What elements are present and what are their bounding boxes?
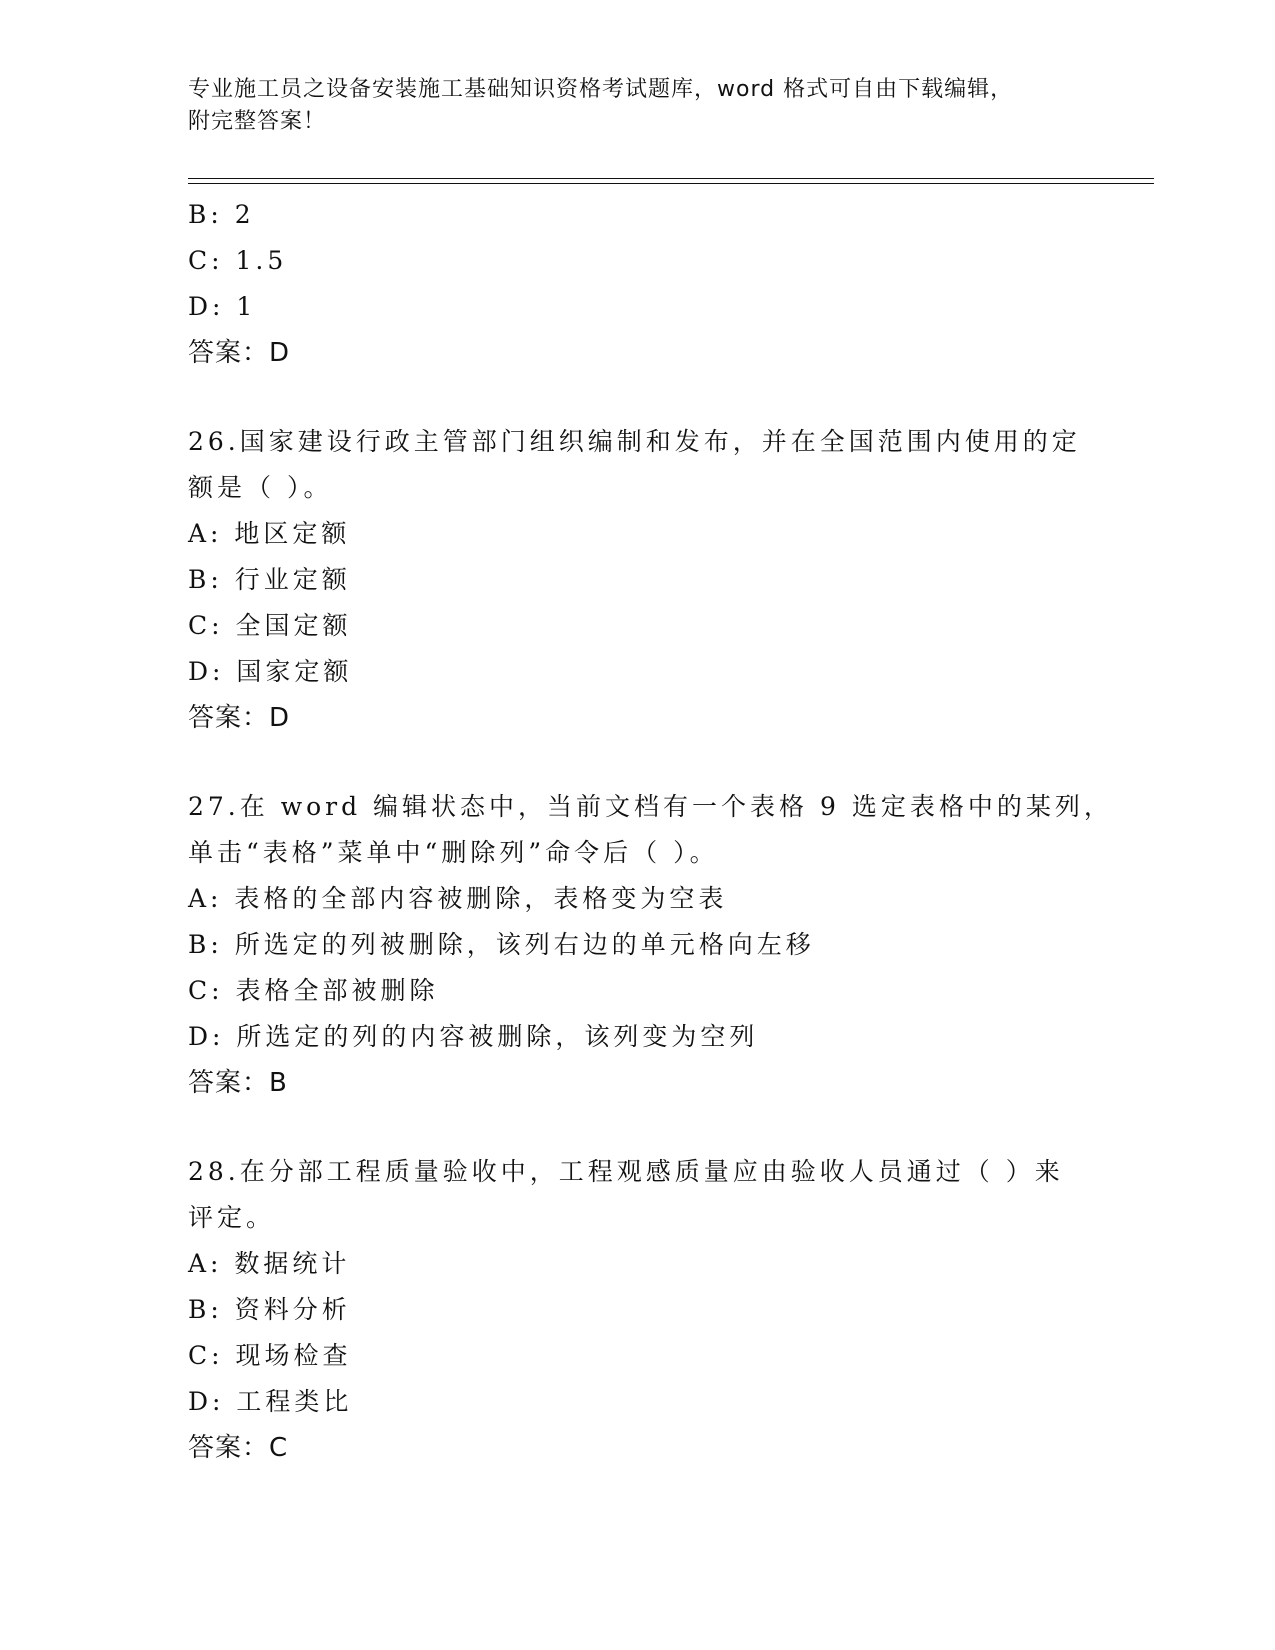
header-divider-bottom (188, 183, 1154, 184)
spacer (188, 741, 1088, 784)
question-stem-line-2: 额是（ ）。 (188, 473, 333, 502)
question-stem-line-2: 评定。 (188, 1203, 276, 1232)
question-stem-line-1: 27.在 word 编辑状态中，当前文档有一个表格 9 选定表格中的某列， (188, 792, 1113, 821)
question-block-27 (188, 784, 1113, 1106)
answer-line: 答案：D (188, 703, 291, 733)
header-title-line-1: 专业施工员之设备安装施工基础知识资格考试题库，word 格式可自由下载编辑， (188, 77, 1014, 102)
option-b: B: 资料分析 (188, 1295, 351, 1324)
option-b: B: 行业定额 (188, 565, 351, 594)
question-block-28 (188, 1149, 1088, 1471)
header-title-line-2: 附完整答案！ (188, 109, 327, 134)
option-d: D: 1 (188, 292, 257, 321)
spacer (188, 1106, 1088, 1149)
question-list (188, 192, 1113, 1471)
answer-line: 答案：C (188, 1433, 289, 1463)
option-d: D: 国家定额 (188, 657, 353, 686)
answer-line: 答案：B (188, 1068, 288, 1098)
question-block-26 (188, 419, 1088, 741)
option-c: C: 现场检查 (188, 1341, 352, 1370)
question-stem-line-1: 26.国家建设行政主管部门组织编制和发布，并在全国范围内使用的定 (188, 427, 1081, 456)
header-divider-top (188, 178, 1154, 179)
document-header (188, 74, 1068, 138)
answer-line: 答案：D (188, 338, 291, 368)
option-a: A: 数据统计 (188, 1249, 351, 1278)
option-c: C: 表格全部被删除 (188, 976, 439, 1005)
option-c: C: 全国定额 (188, 611, 352, 640)
question-stem-line-1: 28.在分部工程质量验收中，工程观感质量应由验收人员通过（ ）来 (188, 1157, 1064, 1186)
option-a: A: 地区定额 (188, 519, 351, 548)
option-a: A: 表格的全部内容被删除，表格变为空表 (188, 884, 728, 913)
option-c: C: 1.5 (188, 246, 288, 275)
spacer (188, 376, 1088, 419)
option-d: D: 工程类比 (188, 1387, 353, 1416)
question-block-previous (188, 192, 1088, 376)
option-d: D: 所选定的列的内容被删除，该列变为空列 (188, 1022, 759, 1051)
question-stem-line-2: 单击“表格”菜单中“删除列”命令后（ ）。 (188, 838, 719, 867)
option-b: B: 所选定的列被删除，该列右边的单元格向左移 (188, 930, 815, 959)
option-b: B: 2 (188, 200, 255, 229)
